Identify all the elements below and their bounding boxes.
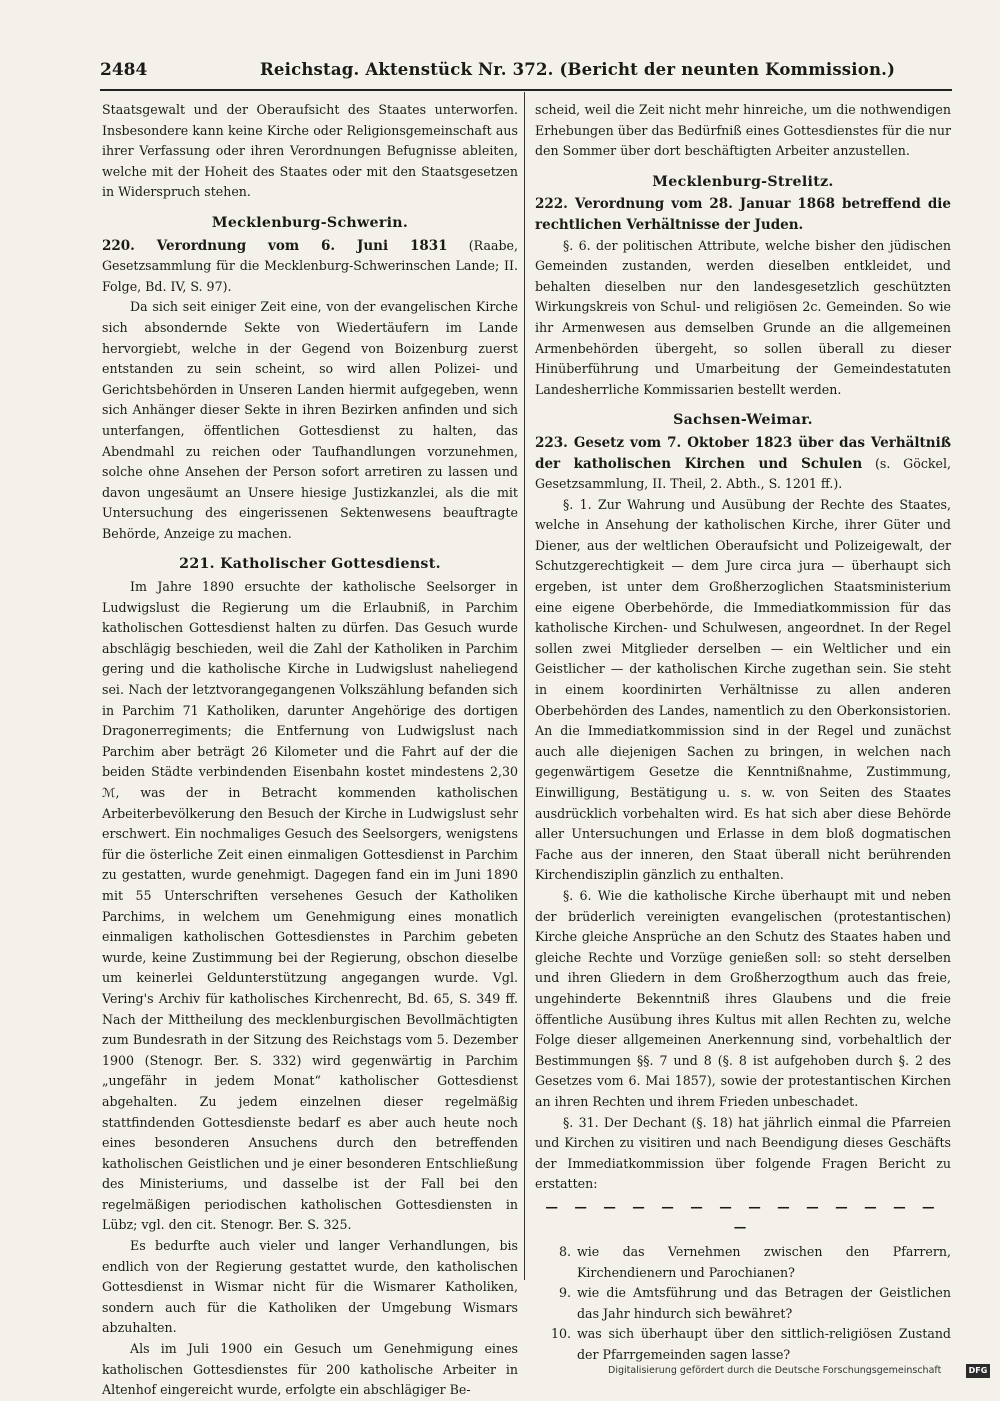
item-221-paragraph-1: Im Jahre 1890 ersuchte der katholische Seelsorger in Ludwigslust die Regierung um die Erlaubniß, in Parchim katholischen Gottesdienst halten zu dürfen. Das Gesuch wurde abschlägig beschieden, weil die Zahl der Katholiken in Parchim gering und die katholische Kirche in Ludwigslust naheliegend sei. Nach der letztvorangegangenen Volkszählung befanden sich in Parchim 71 Katholiken, darunter Angehörige des dortigen Dragonerregiments; die Entfernung von Ludwigslust nach Parchim aber beträgt 26 Kilometer und die Fahrt auf der die beiden Städte verbindenden Eisenbahn kostet mindestens 2,30 ℳ, was der in Betracht kommenden katholischen Arbeiterbevölkerung den Besuch der Kirche in Ludwigslust sehr erschwert. Ein nochmaliges Gesuch des Seelsorgers, wenigstens für die österliche Zeit einen einmaligen Gottesdienst in Parchim zu gestatten, wurde genehmigt. Dagegen fand ein im Juni 1890 mit 55 Unterschriften versehenes Gesuch der Katholiken Parchims, in welchem um Genehmigung eines monatlich einmaligen katholischen Gottesdienstes in Parchim gebeten wurde, keine Zustimmung bei der Regierung, obschon dieselbe um keinerlei Geldunterstützung angegangen wurde. Vgl. Vering's Archiv für katholisches Kirchenrecht, Bd. 65, S. 349 ff. Nach der Mittheilung des mecklenburgischen Bevollmächtigten zum Bundesrath in der Sitzung des Reichstags vom 5. Dezember 1900 (Stenogr. Ber. S. 332) wird gegenwärtig in Parchim „ungefähr in jedem Monat“ katholischer Gottesdienst abgehalten. Zu jedem einzelnen dieser regelmäßig stattfindenden Gottesdienste bedarf es aber auch heute noch eines besonderen Ansuchens durch den betreffenden katholischen Geistlichen und je einer besonderen Entschließung des Ministeriums, und dasselbe ist der Fall bei den regelmäßigen periodischen katholischen Gottesdiensten in Lübz; vgl. den cit. Stenogr. Ber. S. 325.: [102, 579, 518, 1233]
list-item-text: wie die Amtsführung und das Betragen der Geistlichen das Jahr hindurch sich bewähret?: [577, 1285, 951, 1321]
header-rule: [100, 89, 952, 91]
section-heading-sachsen-weimar: Sachsen-Weimar.: [673, 412, 813, 429]
list-item: [535, 1324, 951, 1365]
section-heading-mecklenburg-schwerin: Mecklenburg-Schwerin.: [211, 214, 409, 231]
item-220-title: 220. Verordnung vom 6. Juni 1831: [102, 237, 448, 254]
column-divider: [524, 92, 525, 1280]
continuation-paragraph: scheid, weil die Zeit nicht mehr hinreiche, um die nothwendigen Erhebungen über das Bedürfniß eines Gottesdienstes für die nur den Sommer über dort beschäftigten Arbeiter anzustellen.: [535, 102, 951, 159]
list-item-number: 8.: [558, 1244, 571, 1260]
item-220-citation: (Raabe, Gesetzsammlung für die Mecklenburg-Schwerinschen Lande; II. Folge, Bd. IV, S. 97).: [102, 237, 518, 294]
item-223-paragraph-1: §. 1. Zur Wahrung und Ausübung der Rechte des Staates, welche in Ansehung der katholischen Kirche, ihrer Güter und Diener, aus der weltlichen Oberaufsicht und Polizeigewalt, der Schutzgerechtigkeit — dem Jure circa jura — überhaupt sich ergeben, ist unter dem Großherzoglichen Staatsministerium eine eigene Oberbehörde, die Immediatkommission für das katholische Kirchen- und Schulwesen, angeordnet. In der Regel sollen zwei Mitglieder derselben — ein Weltlicher und ein Geistlicher — der katholischen Kirche zugethan sein. Sie steht in einem koordinirten Verhältnisse zu allen anderen Oberbehörden des Landes, namentlich zu den Oberkonsistorien. An die Immediatkommission sind in der Regel und zunächst auch alle diejenigen Sachen zu bringen, in welchen nach gegenwärtigem Gesetze die Kenntnißnahme, Zustimmung, Einwilligung, Bestätigung u. s. w. von Seiten des Staates ausdrücklich vorbehalten wird. Es hat sich aber diese Behörde aller Untersuchungen und Erlasse in dem bloß dogmatischen Fache aus der inneren, den Staat überall nicht berührenden Kirchendisziplin gänzlich zu enthalten.: [535, 496, 951, 883]
list-item-text: wie das Vernehmen zwischen den Pfarrern, Kirchendienern und Parochianen?: [577, 1244, 951, 1280]
item-222-title: 222. Verordnung vom 28. Januar 1868 betreffend die rechtlichen Verhältnisse der Juden.: [535, 196, 951, 233]
item-223-heading: [535, 433, 951, 495]
item-221-paragraph-3: Als im Juli 1900 ein Gesuch um Genehmigung eines katholischen Gottesdienstes für 200 katholische Arbeiter in Altenhof eingereicht wurde, erfolgte ein abschlägiger Be-: [102, 1341, 518, 1398]
footer-credit: Digitalisierung gefördert durch die Deutsche Forschungsgemeinschaft: [608, 1365, 942, 1376]
item-220-body: Da sich seit einiger Zeit eine, von der evangelischen Kirche sich absondernde Sekte von Wiedertäufern im Lande hervorgiebt, welche in der Gegend von Boizenburg zuerst entstanden zu sein scheint, so wird allen Polizei- und Gerichtsbehörden in Unseren Landen hiermit aufgegeben, wenn sich Anhänger dieser Sekte in ihren Bezirken anfinden und sich unterfangen, öffentlichen Gottesdienst zu halten, das Abendmahl zu reichen oder Taufhandlungen vorzunehmen, solche ohne Ansehen der Person sofort arretiren zu lassen und davon ungesäumt an Unsere hiesige Justizkanzlei, als die mit Untersuchung des eingerissenen Sektenwesens beauftragte Behörde, Anzeige zu machen.: [102, 299, 518, 541]
list-item-number: 10.: [550, 1326, 571, 1342]
running-head: Reichstag. Aktenstück Nr. 372. (Bericht der neunten Kommission.): [260, 60, 896, 79]
item-222-heading: [535, 194, 951, 235]
omission-dashes: — — — — — — — — — — — — — — —: [545, 1198, 941, 1235]
item-223-paragraph-2: §. 6. Wie die katholische Kirche überhaupt mit und neben der brüderlich vereinigten evangelischen (protestantischen) Kirche gleiche Ansprüche an den Schutz des Staates haben und gleiche Rechte und Vorzüge genießen soll: so steht derselben und ihren Gliedern in dem Großherzogthum auch das freie, ungehinderte Bekenntniß ihres Glaubens und die freie öffentliche Ausübung ihres Kultus mit allen Rechten zu, welche Folge dieser allgemeinen Anerkennung sind, vorbehaltlich der Bestimmungen §§. 7 und 8 (§. 8 ist aufgehoben durch §. 2 des Gesetzes vom 6. Mai 1857), sowie der protestantischen Kirchen an ihren Rechten und ihrem Frieden unbeschadet.: [535, 887, 951, 1109]
intro-paragraph: Staatsgewalt und der Oberaufsicht des Staates unterworfen. Insbesondere kann keine Kirche oder Religionsgemeinschaft aus ihrer Verfassung oder ihren Verordnungen Befugnisse ableiten, welche mit der Hoheit des Staates oder mit den Staatsgesetzen in Widerspruch stehen.: [102, 102, 518, 200]
item-221-paragraph-2: Es bedurfte auch vieler und langer Verhandlungen, bis endlich von der Regierung gestattet wurde, den katholischen Gottesdienst in Wismar nicht für die Wismarer Katholiken, sondern auch für die Katholiken der Umgebung Wismars abzuhalten.: [102, 1238, 518, 1336]
item-223-citation: (s. Göckel, Gesetzsammlung, II. Theil, 2. Abth., S. 1201 ff.).: [535, 455, 951, 492]
item-222-body: §. 6. der politischen Attribute, welche bisher den jüdischen Gemeinden zustanden, werden dieselben entkleidet, und behalten dieselben nur den landesgesetzlich geschützten Wirkungskreis von Schul- und religiösen 2c. Gemeinden. So wie ihr Armenwesen aus demselben Grunde an die allgemeinen Armenbehörden übergeht, so sollen überall zu dieser Hinüberführung und Umarbeitung der Gemeindestatuten Landesherrliche Kommissarien bestellt werden.: [535, 237, 951, 397]
item-223-paragraph-3: §. 31. Der Dechant (§. 18) hat jährlich einmal die Pfarreien und Kirchen zu visitiren und nach Beendigung dieses Geschäfts der Immediatkommission über folgende Fragen Bericht zu erstatten:: [535, 1114, 951, 1192]
page-header: [100, 56, 952, 86]
left-column: [102, 100, 518, 1401]
list-item: [535, 1242, 951, 1283]
section-heading-mecklenburg-strelitz: Mecklenburg-Strelitz.: [652, 173, 834, 190]
dfg-logo-icon: DFG: [966, 1364, 990, 1378]
page-number: 2484: [100, 60, 148, 80]
list-item-number: 9.: [558, 1285, 571, 1301]
item-221-heading: 221. Katholischer Gottesdienst.: [179, 556, 441, 573]
digitization-footer: [608, 1365, 988, 1381]
item-223-title: 223. Gesetz vom 7. Oktober 1823 über das Verhältniß der katholischen Kirchen und Schulen: [535, 434, 951, 472]
list-item: [535, 1283, 951, 1324]
right-column: [535, 100, 951, 1366]
item-220-heading: [102, 236, 518, 298]
list-item-text: was sich überhaupt über den sittlich-religiösen Zustand der Pfarrgemeinden sagen lasse?: [577, 1326, 951, 1363]
